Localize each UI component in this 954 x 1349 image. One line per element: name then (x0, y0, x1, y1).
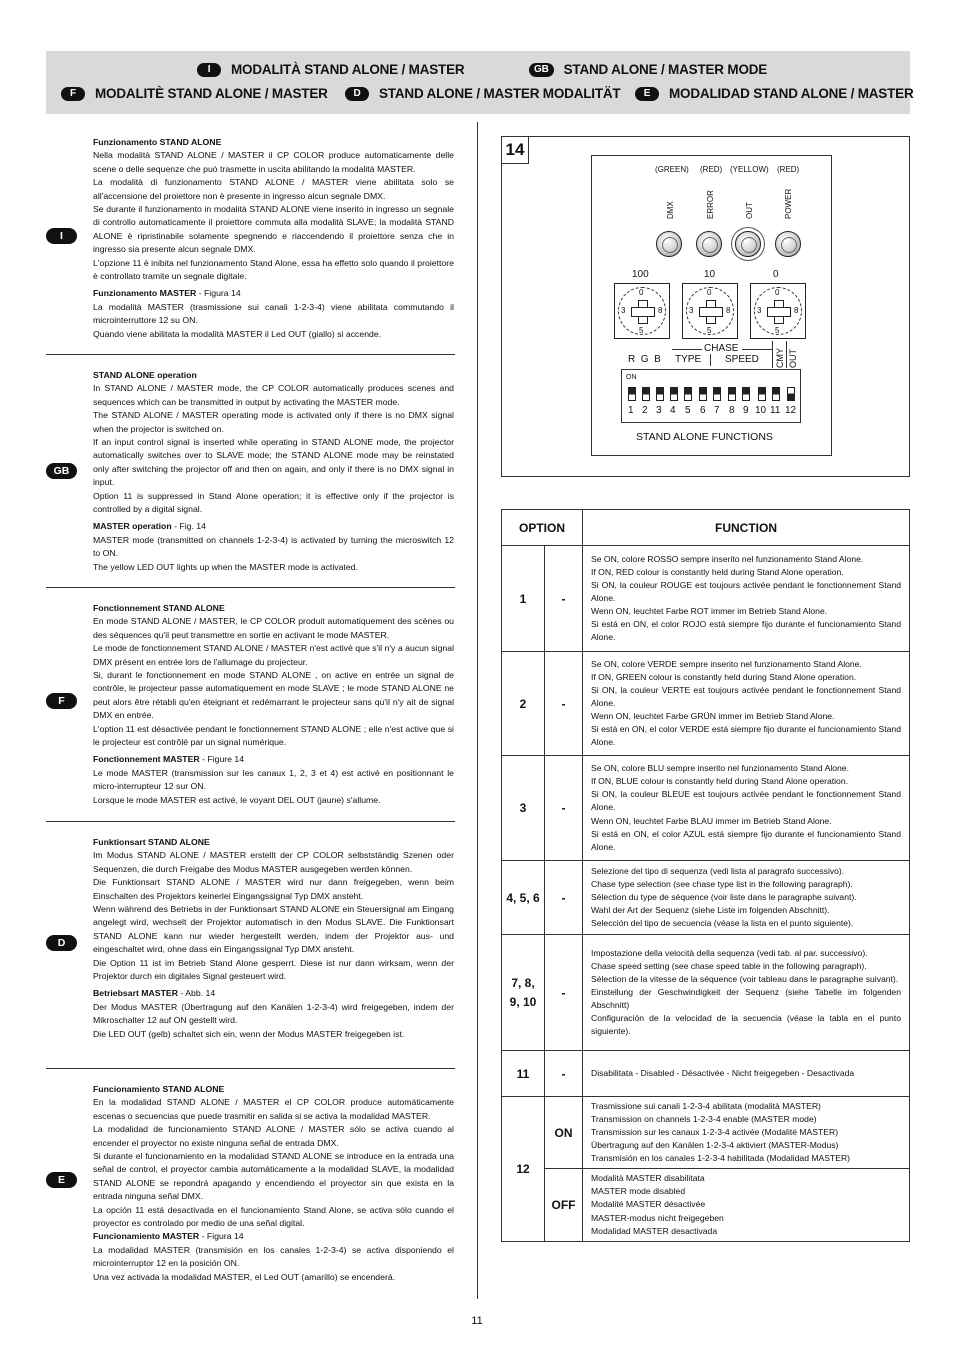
paragraph: If an input control signal is inserted while operating in STAND ALONE mode, the projector automatically switches over to SLAVE mode; the STAND ALONE mode may be reinstated only after switching the projector off and then on again, and only if there is no DMX signal in input. (93, 437, 454, 488)
option-state: - (545, 1051, 583, 1097)
paragraph: Im Modus STAND ALONE / MASTER erstellt der CP COLOR selbstständig Szenen oder Sequenzen, die durch Freigabe des Modus MASTER ausgegeben werden können. (93, 850, 454, 874)
function-line: Modalité MASTER désactivée (591, 1199, 706, 1210)
dip-switch-number: 9 (743, 405, 749, 416)
paragraph: The yellow LED OUT lights up when the MASTER mode is activated. (93, 561, 358, 572)
paragraph: Option 11 is suppressed in Stand Alone operation; it is effective only if the projector is controlled by a digital signal. (93, 490, 454, 515)
lang-badge-it: I (197, 63, 221, 77)
function-description (583, 652, 910, 756)
dip-switch-number: 8 (729, 405, 735, 416)
section-heading: Funktionsart STAND ALONE (93, 837, 210, 847)
paragraph: Wenn während des Betriebs in der Funktionsart STAND ALONE ein Steuersignal am Eingang angelegt wird, wechselt der Projektor automatisch in den Modus SLAVE. Die Funktionsart STAND ALONE kann nur wieder hergestellt werden, indem der Projektor aus- und eingeschaltet wird, ohne dass ein Eingangssignal Typ DMX ansteht. (93, 904, 454, 955)
function-description (583, 861, 910, 935)
table-row (502, 1169, 910, 1242)
chase-label: CHASE (704, 343, 739, 354)
divider (46, 354, 455, 355)
header-title-gb (529, 62, 767, 77)
function-line: Se ON, colore VERDE sempre inserito nel funzionamento Stand Alone. (591, 658, 862, 669)
option-state: OFF (545, 1169, 583, 1242)
table-row (502, 1051, 910, 1097)
function-line: Sélection de la vitesse de la séquence (voir tableau dans le paragraphe suivant). (591, 973, 899, 984)
option-number: 3 (502, 756, 545, 861)
function-line: Modalità MASTER disabilitata (591, 1173, 705, 1184)
function-line: Si está en ON, el color ROJO está siempre fijo durante el funcionamiento Stand Alone. (591, 619, 901, 643)
option-number: 12 (502, 1097, 545, 1242)
lang-badge-es: E (46, 1172, 77, 1188)
figure-ref: - Figure 14 (199, 754, 245, 765)
function-line: Si ON, la couleur VERTE est toujours activée pendant le fonctionnement Stand Alone. (591, 684, 901, 708)
rotary-dial-100-icon: 0 3 8 5 (614, 283, 670, 339)
function-line: Selección del tipo de secuencia (véase la lista en el punto siguiente). (591, 918, 854, 929)
table-row (502, 756, 910, 861)
option-number: 11 (502, 1051, 545, 1097)
function-line: Wenn ON, leuchtet Farbe GRÜN immer im Betrieb Stand Alone. (591, 711, 835, 722)
dial-label: 0 (773, 269, 779, 280)
table-row (502, 861, 910, 935)
function-line: Wenn ON, leuchtet Farbe ROT immer im Betrieb Stand Alone. (591, 606, 828, 617)
section-heading: Funzionamento MASTER (93, 288, 197, 299)
dip-switch-1 (628, 387, 636, 401)
paragraph: The STAND ALONE / MASTER operating mode is activated only if there is no DMX signal when the projector is switched on. (93, 410, 454, 434)
section-heading: STAND ALONE operation (93, 370, 197, 380)
divider (46, 821, 455, 822)
figure-ref: - Fig. 14 (171, 521, 206, 532)
paragraph: La modalidad MASTER (transmisión en los canales 1-2-3-4) se activa disponiendo el microinterruptor 12 en la posición ON. (93, 1244, 454, 1269)
paragraph: Lorsque le mode MASTER est activé, le voyant DEL OUT (jaune) s'allume. (93, 794, 381, 805)
section-heading: Funcionamiento STAND ALONE (93, 1084, 225, 1094)
label-separator (772, 341, 773, 368)
lang-badge-gb: GB (529, 63, 554, 77)
paragraph: In STAND ALONE / MASTER mode, the CP COLOR automatically produces scenes and sequences which can be transmitted in output by activating the MASTER mode. (93, 383, 454, 407)
page-number: 11 (471, 1315, 483, 1327)
function-line: Selezione del tipo di sequenza (vedi lista al paragrafo successivo). (591, 865, 845, 876)
led-color-label: (GREEN) (655, 165, 689, 174)
led-color-label: (YELLOW) (730, 165, 769, 174)
function-description (583, 756, 910, 861)
header-title-fr (61, 86, 328, 101)
function-line: If ON, RED colour is constantly held during Stand Alone operation. (591, 566, 844, 577)
dip-switch-8 (728, 387, 736, 401)
function-line: MASTER-modus nicht freigegeben (591, 1212, 724, 1223)
function-line: Si está en ON, el color AZUL está siempre fijo durante el funcionamiento Stand Alone. (591, 828, 901, 852)
function-line: Transmission on channels 1-2-3-4 enable (MASTER mode) (591, 1113, 817, 1124)
page-header (46, 51, 914, 114)
header-title-text: MODALITÀ STAND ALONE / MASTER (231, 62, 465, 77)
option-number: 7, 8, 9, 10 (502, 935, 545, 1051)
table-row (502, 935, 910, 1051)
paragraph: Una vez activada la modalidad MASTER, el Led OUT (amarillo) se encenderá. (93, 1271, 396, 1282)
lang-badge-es: E (635, 87, 659, 101)
table-header-row (502, 510, 910, 546)
table-row (502, 546, 910, 652)
dip-switch-2 (642, 387, 650, 401)
dip-on-label: ON (626, 374, 637, 381)
panel-title: STAND ALONE FUNCTIONS (636, 431, 773, 443)
function-line: Chase type selection (see chase type list in the following paragraph). (591, 878, 853, 889)
option-number: 4, 5, 6 (502, 861, 545, 935)
section-fr (93, 602, 454, 807)
header-title-de (345, 86, 620, 101)
paragraph: L'option 11 est désactivée pendant le fonctionnement STAND ALONE ; elle n'est active que si le projecteur est contrôlé par un signal numérique. (93, 723, 454, 748)
lang-badge-fr: F (61, 87, 85, 101)
paragraph: En la modalidad STAND ALONE / MASTER el CP COLOR produce automáticamente escenas o secuencias que puede trasmitir en salida si se activa la modalidad MASTER. (93, 1097, 454, 1121)
paragraph: Si, durant le fonctionnement en mode STAND ALONE , on active en entrée un signal de contrôle, le projecteur passe automatiquement en mode SLAVE ; le mode STAND ALONE ne peut alors être rétabli qu'en éteignant et redémarrant le projecteur sans qu'il n'y ait de signal DMX en entrée. (93, 670, 454, 721)
function-line: Transmisión en los canales 1-2-3-4 habilitada (Modalidad MASTER) (591, 1153, 851, 1164)
dip-switch-number: 12 (785, 405, 797, 416)
dip-switch-12 (787, 387, 795, 401)
paragraph: L'opzione 11 è inibita nel funzionamento Stand Alone, essa ha effetto solo quando il proiettore è controllato tramite un segnale digitale. (93, 257, 454, 282)
header-title-it (197, 62, 464, 77)
type-label: TYPE (675, 354, 702, 365)
figure-number: 14 (501, 136, 529, 164)
paragraph: Le mode MASTER (transmission sur les canaux 1, 2, 3 et 4) est activé en positionnant le micro-interrupteur 12 sur ON. (93, 767, 454, 792)
function-line: Configuración de la velocidad de la secuencia (véase la tabla en el punto siguiente). (591, 1013, 901, 1037)
option-number: 1 (502, 546, 545, 652)
dip-switch-4 (670, 387, 678, 401)
option-state: - (545, 756, 583, 861)
function-line: Sélection du type de séquence (voir liste dans le paragraphe suivant). (591, 891, 857, 902)
divider (46, 587, 455, 588)
function-line: Wenn ON, leuchtet Farbe BLAU immer im Betrieb Stand Alone. (591, 815, 832, 826)
label-separator (786, 341, 787, 368)
section-gb (93, 369, 454, 574)
chase-bracket-line (672, 349, 702, 350)
led-name-label: OUT (745, 202, 754, 219)
function-description (583, 1051, 910, 1097)
function-line: MASTER mode disabled (591, 1186, 686, 1197)
paragraph: Le mode de fonctionnement STAND ALONE / MASTER n'est activé que s'il n'y a aucun signal DMX présent en entrée lors de l'allumage du projecteur. (93, 643, 454, 667)
option-state: ON (545, 1097, 583, 1169)
header-title-text: MODALIDAD STAND ALONE / MASTER (669, 86, 914, 101)
dip-switch-9 (742, 387, 750, 401)
option-state: - (545, 861, 583, 935)
dip-switch-block (621, 369, 801, 423)
led-power-icon (775, 231, 801, 257)
paragraph: La modalidad de funcionamiento STAND ALONE / MASTER sólo se activa cuando al encender el proyector no existe ninguna señal de entrada DMX. (93, 1124, 454, 1148)
dial-label: 10 (704, 269, 716, 280)
paragraph: Der Modus MASTER (Übertragung auf den Kanälen 1-2-3-4) wird freigegeben, indem der Mikroschalter 12 auf ON gestellt wird. (93, 1001, 454, 1026)
dip-switch-number: 1 (628, 405, 634, 416)
section-heading: Betriebsart MASTER (93, 988, 178, 999)
lang-badge-it: I (46, 228, 77, 244)
function-line: Trasmissione sui canali 1-2-3-4 abilitata (modalità MASTER) (591, 1100, 821, 1111)
divider (46, 1068, 455, 1069)
function-line: Einstellung der Geschwindigkeit der Sequenz (siehe Tabelle im folgenden Abschnitt) (591, 986, 901, 1011)
lang-badge-de: D (46, 935, 77, 951)
function-line: Si está en ON, el color VERDE está siempre fijo durante el funcionamiento Stand Alone. (591, 724, 901, 748)
dip-switch-number: 3 (656, 405, 662, 416)
dip-switch-number: 7 (714, 405, 720, 416)
section-heading: Funzionamento STAND ALONE (93, 137, 222, 147)
dip-switch-number: 4 (670, 405, 676, 416)
header-title-text: MODALITÈ STAND ALONE / MASTER (95, 86, 328, 101)
dip-switch-10 (758, 387, 766, 401)
option-state: - (545, 652, 583, 756)
section-es (93, 1083, 454, 1284)
paragraph: En mode STAND ALONE / MASTER, le CP COLOR produit automatiquement des scènes ou des séquences qu'il peut transmettre en sortie en activant le mode MASTER. (93, 616, 454, 640)
paragraph: La modalità MASTER (trasmissione sui canali 1-2-3-4) viene abilitata commutando il microinterruttore 12 su ON. (93, 301, 454, 326)
dial-label: 100 (632, 269, 649, 280)
paragraph: Die LED OUT (gelb) schaltet sich ein, wenn der Modus MASTER freigegeben ist. (93, 1028, 405, 1039)
paragraph: MASTER mode (transmitted on channels 1-2-3-4) is activated by turning the microswitch 12 to ON. (93, 534, 454, 559)
cmy-label: CMY (775, 348, 785, 368)
section-heading: MASTER operation (93, 521, 172, 532)
table-row (502, 1097, 910, 1169)
paragraph: Quando viene abilitata la modalità MASTER il Led OUT (giallo) si accende. (93, 328, 382, 339)
rotary-dial-0-icon: 0 3 8 5 (750, 283, 806, 339)
option-state: - (545, 935, 583, 1051)
rgb-label: R G B (628, 354, 661, 365)
led-color-label: (RED) (700, 165, 723, 174)
function-description (583, 546, 910, 652)
dip-switch-number: 6 (700, 405, 706, 416)
function-description (583, 1169, 910, 1242)
lang-badge-de: D (345, 87, 369, 101)
table-row (502, 652, 910, 756)
function-line: Modalidad MASTER desactivada (591, 1225, 718, 1236)
paragraph: Si durante el funcionamiento en la modalidad STAND ALONE se introduce en la entrada una señal de control, el proyector cambia automáticamente a la modalidad SLAVE, la modalidad STAND ALONE se repondrá apagando y encendiendo el proyector sin que exista en la entrada ninguna señal DMX. (93, 1151, 454, 1202)
function-line: Übertragung auf den Kanälen 1-2-3-4 aktiviert (MASTER-Modus) (591, 1140, 839, 1151)
paragraph: Die Funktionsart STAND ALONE / MASTER wird nur dann freigegeben, wenn beim Einschalten des Projektors keinerlei Eingangssignal Typ DMX ansteht. (93, 877, 454, 901)
column-header-option: OPTION (502, 510, 583, 546)
function-description (583, 1097, 910, 1169)
function-line: Se ON, colore BLU sempre inserito nel funzionamento Stand Alone. (591, 763, 849, 774)
chase-bracket-line (742, 349, 772, 350)
paragraph: Nella modalità STAND ALONE / MASTER il CP COLOR produce automaticamente delle scene o delle sequenze che può trasmette in uscita abilitando la modalità MASTER. (93, 150, 454, 174)
dip-switch-5 (684, 387, 692, 401)
section-heading: Fonctionnement MASTER (93, 754, 200, 765)
label-separator (710, 354, 711, 366)
paragraph: Die Option 11 ist im Betrieb Stand Alone gesperrt. Diese ist nur dann wirksam, wenn der Projektor durch ein digitales Signal gesteuert wird. (93, 957, 454, 982)
dip-switch-11 (772, 387, 780, 401)
section-heading: Funcionamiento MASTER (93, 1231, 200, 1242)
function-line: Se ON, colore ROSSO sempre inserito nel funzionamento Stand Alone. (591, 553, 864, 564)
out-label: OUT (788, 349, 798, 368)
rotary-dial-10-icon: 0 3 8 5 (682, 283, 738, 339)
led-color-label: (RED) (777, 165, 800, 174)
dip-switch-number: 2 (642, 405, 648, 416)
column-header-function: FUNCTION (583, 510, 910, 546)
led-error-icon (696, 231, 722, 257)
dip-switch-7 (713, 387, 721, 401)
option-state: - (545, 546, 583, 652)
dip-switch-3 (656, 387, 664, 401)
column-divider (477, 122, 478, 1299)
function-description (583, 935, 910, 1051)
function-line: Wahl der Art der Sequenz (siehe Liste im folgenden Abschnitt). (591, 905, 830, 916)
led-out-lit-icon (735, 231, 761, 257)
function-line: Si ON, la couleur BLEUE est toujours activée pendant le fonctionnement Stand Alone. (591, 789, 901, 813)
figure-ref: - Figura 14 (199, 1231, 244, 1242)
section-it (93, 136, 454, 341)
led-name-label: DMX (666, 201, 675, 219)
function-line: Transmission sur les canaux 1-2-3-4 activée (Modalité MASTER) (591, 1126, 839, 1137)
function-line: If ON, GREEN colour is constantly held during Stand Alone operation. (591, 671, 857, 682)
dip-switch-6 (699, 387, 707, 401)
paragraph: La modalità di funzionamento STAND ALONE / MASTER viene abilitata solo se all'accensione del proiettore non è presente in ingresso alcun segnale DMX. (93, 177, 454, 201)
led-name-label: POWER (784, 188, 793, 219)
dip-switch-number: 10 (755, 405, 767, 416)
header-title-text: STAND ALONE / MASTER MODALITÄT (379, 86, 621, 101)
section-heading: Fonctionnement STAND ALONE (93, 603, 225, 613)
lang-badge-fr: F (46, 693, 77, 709)
function-line: Chase speed setting (see chase speed table in the following paragraph). (591, 960, 867, 971)
figure-ref: - Abb. 14 (177, 988, 216, 999)
speed-label: SPEED (725, 354, 759, 365)
function-line: Si ON, la couleur ROUGE est toujours activée pendant le fonctionnement Stand Alone. (591, 579, 901, 603)
paragraph: La opción 11 está desactivada en el funcionamiento Stand Alone, se activa sólo cuando el proyector es controlado por medio de una señal digital. (93, 1204, 454, 1229)
paragraph: Se durante il funzionamento in modalità STAND ALONE viene inserito in ingresso un segnale di controllo automaticamente il proiettore commuta alla modalità SLAVE; la modalità STAND ALONE è ripristinabile solamente spegnendo e riaccendendo il proiettore senza che in ingresso sia presente alcun segnale DMX. (93, 204, 454, 255)
figure-ref: - Figura 14 (196, 288, 241, 299)
led-dmx-icon (656, 231, 682, 257)
function-line: Disabilitata - Disabled - Désactivée - Nicht freigegeben - Desactivada (591, 1067, 855, 1078)
section-de (93, 836, 454, 1041)
options-table (501, 509, 910, 1242)
dip-switch-number: 5 (685, 405, 691, 416)
dip-switch-number: 11 (770, 405, 781, 416)
led-name-label: ERROR (706, 190, 715, 219)
function-line: Impostazione della velocità della sequenza (vedi tab. al par. successivo). (591, 947, 868, 958)
header-title-es (635, 86, 914, 101)
header-title-text: STAND ALONE / MASTER MODE (563, 62, 768, 77)
lang-badge-gb: GB (46, 463, 77, 479)
function-line: If ON, BLUE colour is constantly held during Stand Alone operation. (591, 776, 849, 787)
option-number: 2 (502, 652, 545, 756)
